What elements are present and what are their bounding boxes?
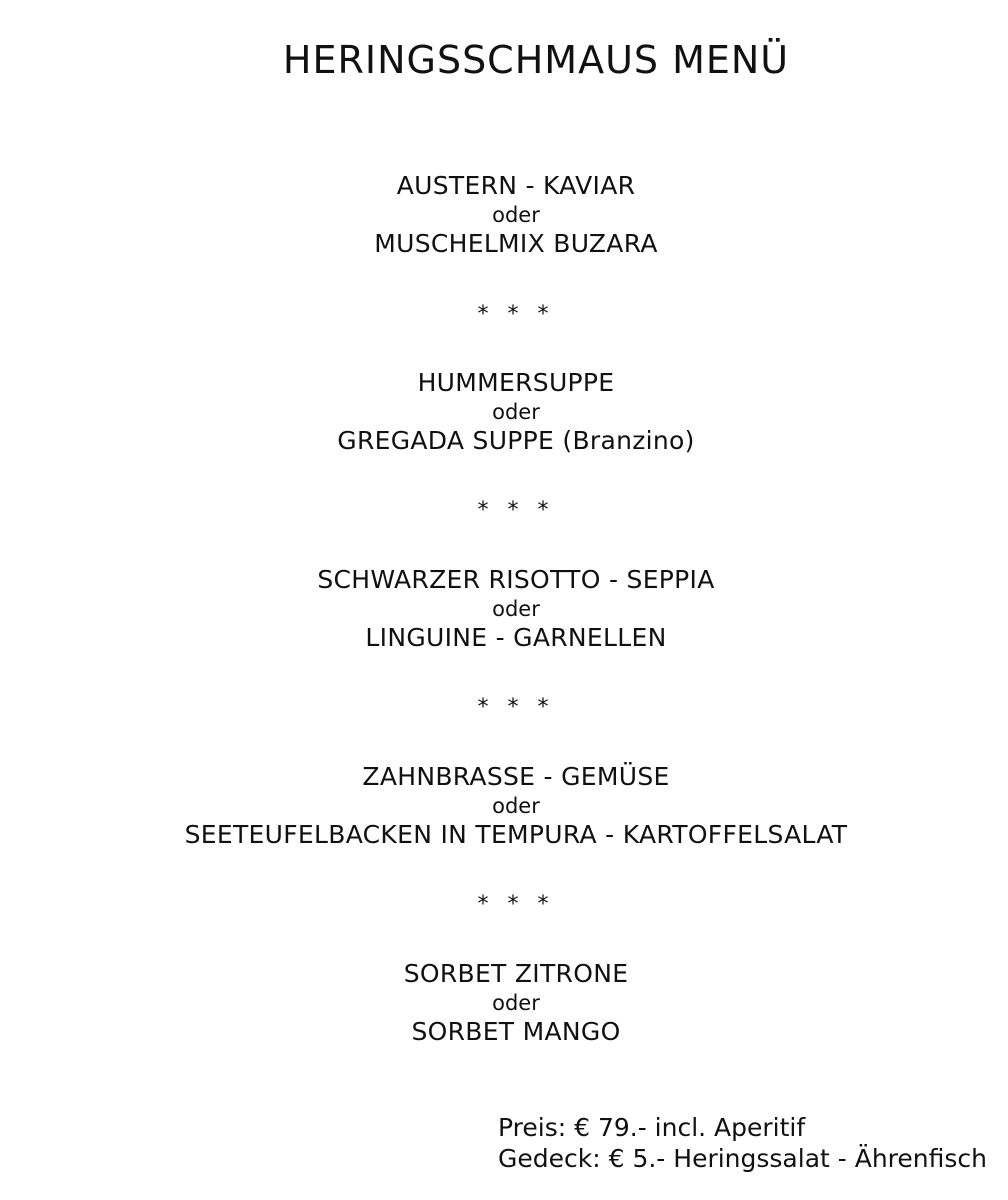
dish-option-b: GREGADA SUPPE (Branzino)	[337, 426, 695, 455]
conjunction-oder: oder	[492, 400, 540, 424]
course-separator: * * *	[477, 892, 555, 917]
course-dessert	[0, 958, 1008, 1048]
course-starter	[0, 170, 1008, 260]
course-soup	[0, 367, 1008, 457]
course-separator: * * *	[477, 302, 555, 327]
dish-option-b: SORBET MANGO	[411, 1017, 621, 1046]
conjunction-oder: oder	[492, 794, 540, 818]
course-separator: * * *	[477, 695, 555, 720]
dish-option-b: LINGUINE - GARNELLEN	[365, 623, 667, 652]
dish-option-a: SCHWARZER RISOTTO - SEPPIA	[317, 565, 715, 594]
dish-option-a: HUMMERSUPPE	[417, 368, 615, 397]
dish-option-a: AUSTERN - KAVIAR	[396, 171, 636, 200]
conjunction-oder: oder	[492, 203, 540, 227]
course-separator: * * *	[477, 498, 555, 523]
dish-option-a: SORBET ZITRONE	[403, 959, 629, 988]
course-pasta	[0, 564, 1008, 654]
dish-option-b: SEETEUFELBACKEN IN TEMPURA - KARTOFFELSALAT	[184, 820, 848, 849]
menu-title: HERINGSSCHMAUS MENÜ	[282, 38, 790, 82]
conjunction-oder: oder	[492, 991, 540, 1015]
cover-charge-line: Gedeck: € 5.- Heringssalat - Ährenfisch	[498, 1144, 988, 1173]
price-line: Preis: € 79.- incl. Aperitif	[498, 1113, 806, 1142]
dish-option-a: ZAHNBRASSE - GEMÜSE	[362, 762, 670, 791]
course-main	[0, 761, 1008, 851]
conjunction-oder: oder	[492, 597, 540, 621]
price-info	[498, 1112, 987, 1174]
dish-option-b: MUSCHELMIX BUZARA	[374, 229, 658, 258]
